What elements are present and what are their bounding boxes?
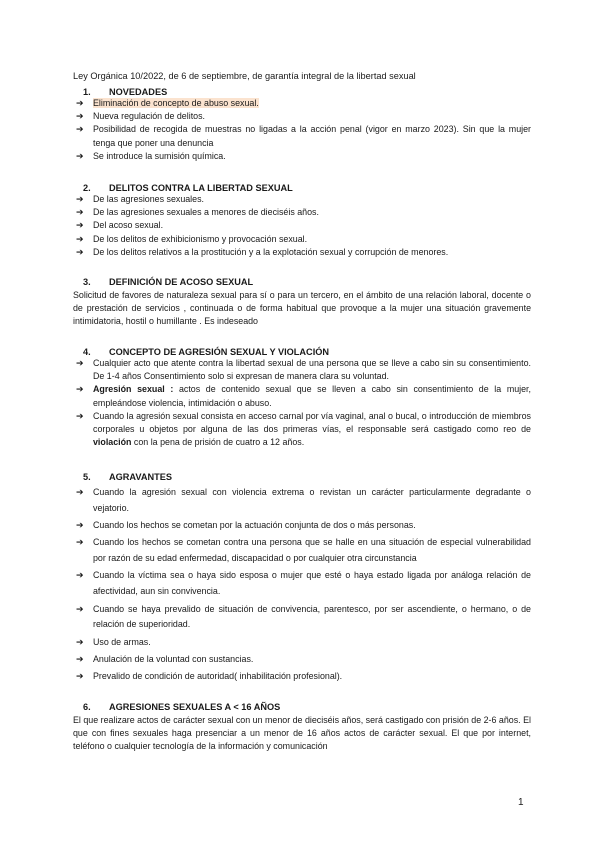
list-item: ➔ Uso de armas. bbox=[73, 635, 531, 651]
list-item: ➔ Agresión sexual : actos de contenido sexual que se lleven a cabo sin consentimiento de la mujer, empleándose violencia, intimidación o abuso. bbox=[76, 384, 531, 408]
section-agresion bbox=[73, 347, 531, 449]
section-heading: 2. DELITOS CONTRA LA LIBERTAD SEXUAL bbox=[83, 183, 293, 193]
arrow-bullet-icon: ➔ bbox=[76, 98, 84, 108]
section-delitos bbox=[73, 183, 531, 259]
section-heading: 3. DEFINICIÓN DE ACOSO SEXUAL bbox=[83, 277, 254, 287]
section-menores bbox=[73, 702, 531, 754]
list-item: ➔ Anulación de la voluntad con sustancias. bbox=[73, 652, 531, 668]
definition-paragraph: Solicitud de favores de naturaleza sexual para sí o para un tercero, en el ámbito de una relación laboral, docente o de prestación de servicios , continuada o de forma habitual que provoque a la mujer una situación gravemente intimidatoria, hostil o humillante . Es indeseado bbox=[73, 290, 531, 327]
list-item: ➔ Cuando la agresión sexual consista en acceso carnal por vía vaginal, anal o bucal, o introducción de miembros corporales u objetos por alguna de las dos primeras vías, el responsable será castigado como reo de violación con la pena de prisión de cuatro a 12 años. bbox=[76, 410, 531, 448]
list-item: ➔ Cuando la víctima sea o haya sido esposa o mujer que esté o haya estado ligada por análoga relación de afectividad, aun sin convivencia. bbox=[76, 570, 531, 597]
arrow-bullet-icon: ➔ bbox=[76, 570, 84, 581]
list-item bbox=[73, 97, 531, 110]
arrow-bullet-icon: ➔ bbox=[76, 358, 84, 368]
list-item: ➔ Cuando la agresión sexual con violencia extrema o revistan un carácter particularmente degradante o vejatorio. bbox=[76, 487, 531, 513]
arrow-bullet-icon: ➔ bbox=[76, 520, 84, 531]
arrow-bullet-icon: ➔ bbox=[76, 246, 84, 257]
highlighted-text: Eliminación de concepto de abuso sexual. bbox=[93, 98, 259, 108]
section-heading: 6. AGRESIONES SEXUALES A < 16 AÑOS bbox=[83, 702, 281, 712]
list-item: ➔ Prevalido de condición de autoridad( inhabilitación profesional). bbox=[73, 669, 531, 685]
bullet-list bbox=[73, 193, 531, 259]
list-item: ➔ Cualquier acto que atente contra la libertad sexual de una persona que se lleve a cabo sin su consentimiento. De 1-4 años Consentimiento solo si expresan de manera clara su voluntad. bbox=[76, 358, 531, 382]
list-item: ➔ De las agresiones sexuales a menores de dieciséis años. bbox=[73, 206, 531, 219]
arrow-bullet-icon: ➔ bbox=[76, 653, 84, 664]
arrow-bullet-icon: ➔ bbox=[76, 194, 84, 204]
section-heading: 4. CONCEPTO DE AGRESIÓN SEXUAL Y VIOLACIÓN bbox=[83, 347, 330, 357]
list-item: ➔ De los delitos de exhibicionismo y provocación sexual. bbox=[73, 233, 531, 246]
arrow-bullet-icon: ➔ bbox=[76, 410, 84, 421]
section-heading: 1. NOVEDADES bbox=[83, 87, 168, 97]
document-intro: Ley Orgánica 10/2022, de 6 de septiembre, de garantía integral de la libertad sexual bbox=[73, 71, 416, 81]
list-item: ➔ Posibilidad de recogida de muestras no ligadas a la acción penal (vigor en marzo 2023). Sin que la mujer tenga que poner una denuncia bbox=[76, 124, 531, 148]
bullet-list bbox=[73, 357, 531, 449]
arrow-bullet-icon: ➔ bbox=[76, 537, 84, 548]
bullet-list bbox=[73, 485, 531, 685]
bullet-list bbox=[73, 97, 531, 163]
section-agravantes bbox=[73, 472, 531, 687]
arrow-bullet-icon: ➔ bbox=[76, 603, 84, 614]
list-item: ➔ Se introduce la sumisión química. bbox=[73, 150, 531, 163]
arrow-bullet-icon: ➔ bbox=[76, 636, 84, 647]
list-item: ➔ Del acoso sexual. bbox=[73, 219, 531, 232]
list-item: ➔ Cuando se haya prevalido de situación de convivencia, parentesco, por ser ascendiente, o hermano, o de relación de superioridad. bbox=[76, 603, 531, 630]
list-item: ➔ Nueva regulación de delitos. bbox=[73, 110, 531, 123]
section-novedades bbox=[73, 87, 531, 163]
arrow-bullet-icon: ➔ bbox=[76, 487, 84, 497]
list-item: ➔ De las agresiones sexuales. bbox=[73, 193, 531, 206]
arrow-bullet-icon: ➔ bbox=[76, 207, 84, 218]
arrow-bullet-icon: ➔ bbox=[76, 220, 84, 231]
section-acoso bbox=[73, 277, 531, 329]
arrow-bullet-icon: ➔ bbox=[76, 384, 84, 395]
section-paragraph: El que realizare actos de carácter sexual con un menor de dieciséis años, será castigado con prisión de 2-6 años. El que con fines sexuales haga presenciar a un menor de 16 años actos de carácter sexual. El que por internet, teléfono o cualquier tecnología de la información y comunicación bbox=[73, 715, 531, 752]
arrow-bullet-icon: ➔ bbox=[76, 233, 84, 244]
arrow-bullet-icon: ➔ bbox=[76, 124, 84, 135]
list-item: ➔ Cuando los hechos se cometan contra una persona que se halle en una situación de especial vulnerabilidad por razón de su edad enfermedad, discapacidad o por cualquier otra circunstancia bbox=[76, 537, 531, 564]
list-item: ➔ De los delitos relativos a la prostitución y a la explotación sexual y corrupción de menores. bbox=[73, 246, 531, 259]
list-item: ➔ Cuando los hechos se cometan por la actuación conjunta de dos o más personas. bbox=[73, 518, 531, 534]
arrow-bullet-icon: ➔ bbox=[76, 150, 84, 161]
page-number: 1 bbox=[518, 797, 524, 808]
arrow-bullet-icon: ➔ bbox=[76, 111, 84, 122]
section-heading: 5. AGRAVANTES bbox=[83, 472, 172, 482]
arrow-bullet-icon: ➔ bbox=[76, 671, 84, 682]
